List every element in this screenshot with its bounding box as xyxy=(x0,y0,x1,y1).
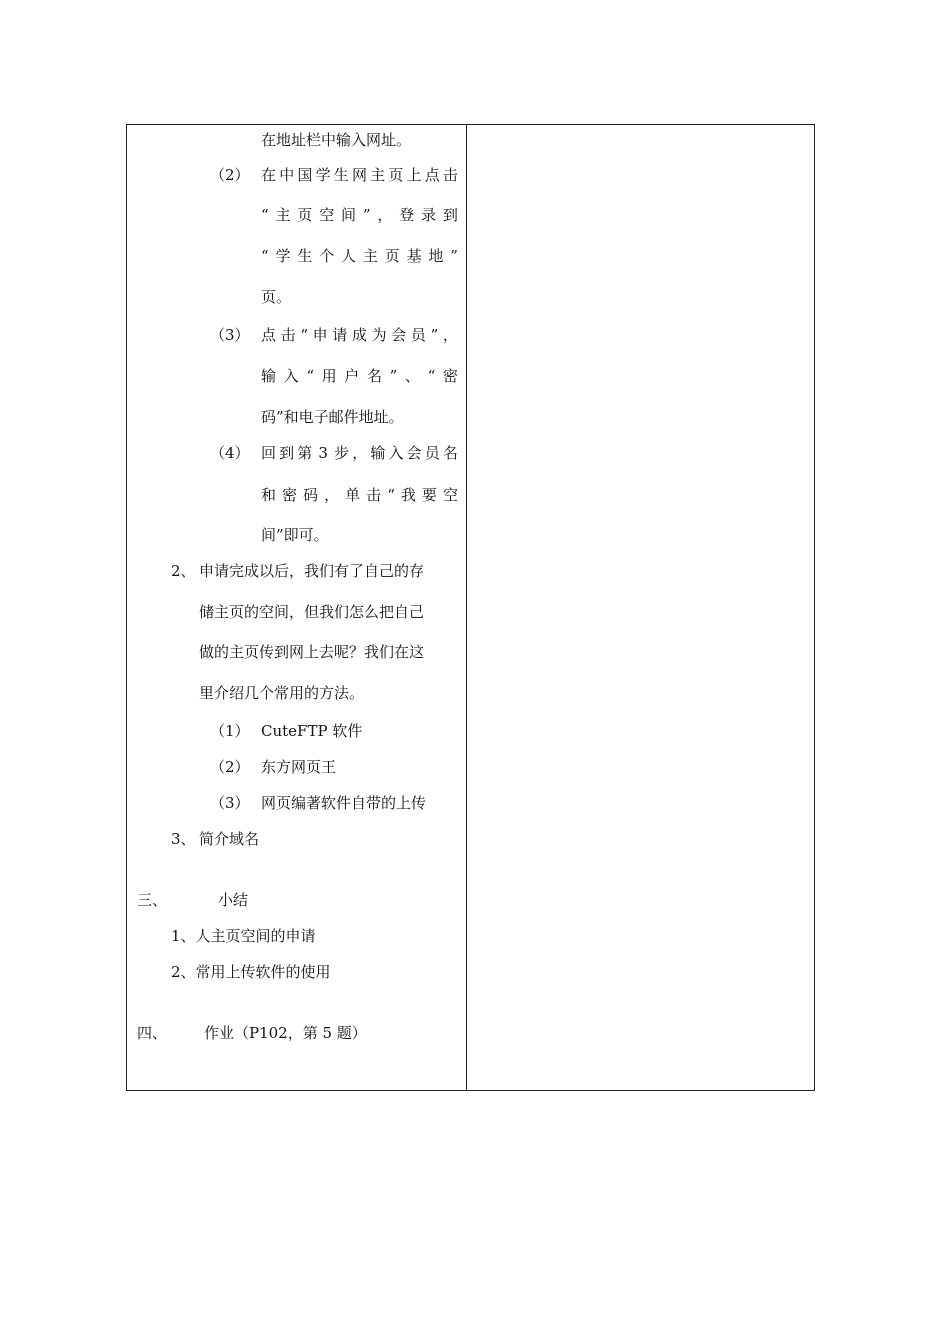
text-line: 输 入 “ 用 户 名 ” 、 “ 密 xyxy=(261,367,458,385)
sub-item-marker: （2） xyxy=(210,758,250,776)
section-number: 三、 xyxy=(137,891,168,909)
text-line: 简介域名 xyxy=(199,830,260,848)
text-line: 和 密 码 ， 单 击 “ 我 要 空 xyxy=(261,486,458,504)
section-heading: 小结 xyxy=(218,891,249,909)
text-line: “ 主 页 空 间 ” ， 登 录 到 xyxy=(261,206,458,224)
text-line: CuteFTP 软件 xyxy=(261,722,363,740)
text-line: “ 学 生 个 人 主 页 基 地 ” xyxy=(261,247,458,265)
text-line: 在 中 国 学 生 网 主 页 上 点 击 xyxy=(261,166,458,184)
text-line: 里介绍几个常用的方法。 xyxy=(199,684,365,702)
lesson-table xyxy=(126,124,815,1091)
text-line: 码”和电子邮件地址。 xyxy=(261,408,404,426)
item-number: 2、 xyxy=(171,562,196,580)
sub-item-marker: （2） xyxy=(210,166,250,184)
text-line: 储主页的空间，但我们怎么把自己 xyxy=(199,603,425,621)
item-number: 3、 xyxy=(171,830,196,848)
text-line: 东方网页王 xyxy=(261,758,337,776)
text-line: 点 击 “ 申 请 成 为 会 员 ” ， xyxy=(261,326,458,344)
text-line: 2、常用上传软件的使用 xyxy=(171,963,331,981)
text-line: 间”即可。 xyxy=(261,526,329,544)
text-line: 1、人主页空间的申请 xyxy=(171,927,316,945)
sub-item-marker: （3） xyxy=(210,326,250,344)
text-line: 做的主页传到网上去呢？我们在这 xyxy=(199,643,425,661)
section-heading: 作业（P102，第 5 题） xyxy=(204,1024,367,1042)
section-number: 四、 xyxy=(137,1024,168,1042)
text-line: 申请完成以后，我们有了自己的存 xyxy=(199,562,425,580)
text-line: 在地址栏中输入网址。 xyxy=(261,131,412,149)
sub-item-marker: （3） xyxy=(210,794,250,812)
column-divider xyxy=(466,125,467,1090)
text-line: 回 到 第 3 步 ， 输 入 会 员 名 xyxy=(261,444,458,462)
sub-item-marker: （1） xyxy=(210,722,250,740)
text-line: 网页编著软件自带的上传 xyxy=(261,794,427,812)
sub-item-marker: （4） xyxy=(210,444,250,462)
text-line: 页。 xyxy=(261,288,292,306)
